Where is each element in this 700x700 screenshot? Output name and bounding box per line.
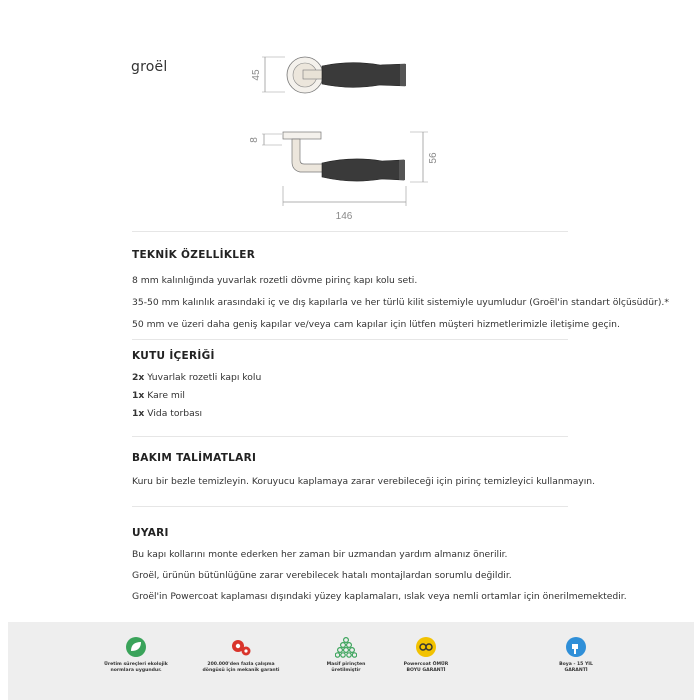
badge-caption: Boya - 15 YIL GARANTİ [559, 662, 593, 673]
badge-brass [301, 622, 391, 674]
uyari-line: Bu kapı kollarını monte ederken her zaman bir uzmandan yardım almanız önerilir. [132, 549, 508, 560]
side-view [249, 132, 439, 222]
badge-mechanical [196, 622, 286, 674]
dim-height: 56 [428, 152, 439, 164]
bakim-title: BAKIM TALİMATLARI [132, 452, 257, 464]
badge-caption: Üretim süreçleri ekolojik normlara uygundur. [104, 662, 168, 673]
kutu-section [132, 350, 568, 419]
brand-logo: groël [131, 59, 168, 75]
dim-length: 146 [335, 211, 353, 222]
top-view [251, 57, 406, 93]
list-item: 2x Yuvarlak rozetli kapı kolu [132, 372, 262, 383]
dim-rose-thickness: 8 [249, 137, 260, 143]
bakim-text: Kuru bir bezle temizleyin. Koruyucu kaplamaya zarar verebileceği için pirinç temizleyici kullanmayın. [132, 476, 595, 487]
leaf-icon [125, 636, 147, 658]
uyari-title: UYARI [132, 527, 169, 539]
dim-rose-height: 45 [251, 69, 262, 81]
badge-powercoat [381, 622, 471, 674]
paint-icon [565, 636, 587, 658]
divider [132, 231, 568, 232]
badge-caption: 200.000'den fazla çalışma döngüsü için mekanik garanti [202, 662, 280, 673]
teknik-line: 50 mm ve üzeri daha geniş kapılar ve/veya cam kapılar için lütfen müşteri hizmetlerimizle iletişime geçin. [132, 319, 620, 330]
list-item: 1x Vida torbası [132, 408, 203, 419]
uyari-line: Groël, ürünün bütünlüğüne zarar verebilecek hatalı montajlardan sorumlu değildir. [132, 570, 512, 581]
uyari-section [132, 527, 627, 602]
uyari-line: Groël'in Powercoat kaplaması dışındaki yüzey kaplamaları, ıslak veya nemli ortamlar için önerilmemektedir. [132, 591, 627, 602]
teknik-line: 35-50 mm kalınlık arasındaki iç ve dış kapılarla ve her türlü kilit sistemiyle uyumludur (Groël'in standart ölçüsüdür).* [132, 297, 669, 308]
teknik-line: 8 mm kalınlığında yuvarlak rozetli dövme pirinç kapı kolu seti. [132, 275, 418, 286]
badge-caption: Powercoat ÖMÜR BOYU GARANTİ [403, 662, 449, 673]
kutu-title: KUTU İÇERİĞİ [132, 350, 215, 362]
divider [132, 506, 568, 507]
guarantee-strip [8, 622, 694, 700]
badge-caption: Masif pirinçten üretilmiştir [326, 662, 366, 673]
divider [132, 436, 568, 437]
bakim-section [132, 452, 595, 487]
list-item: 1x Kare mil [132, 390, 185, 401]
badge-ecology [91, 622, 181, 674]
teknik-section [132, 249, 669, 330]
brass-balls-icon [335, 636, 357, 658]
technical-drawing [0, 0, 700, 230]
powercoat-icon [415, 636, 437, 658]
gears-icon [230, 636, 252, 658]
badge-paint [531, 622, 621, 674]
teknik-title: TEKNİK ÖZELLİKLER [132, 249, 256, 261]
divider [132, 339, 568, 340]
